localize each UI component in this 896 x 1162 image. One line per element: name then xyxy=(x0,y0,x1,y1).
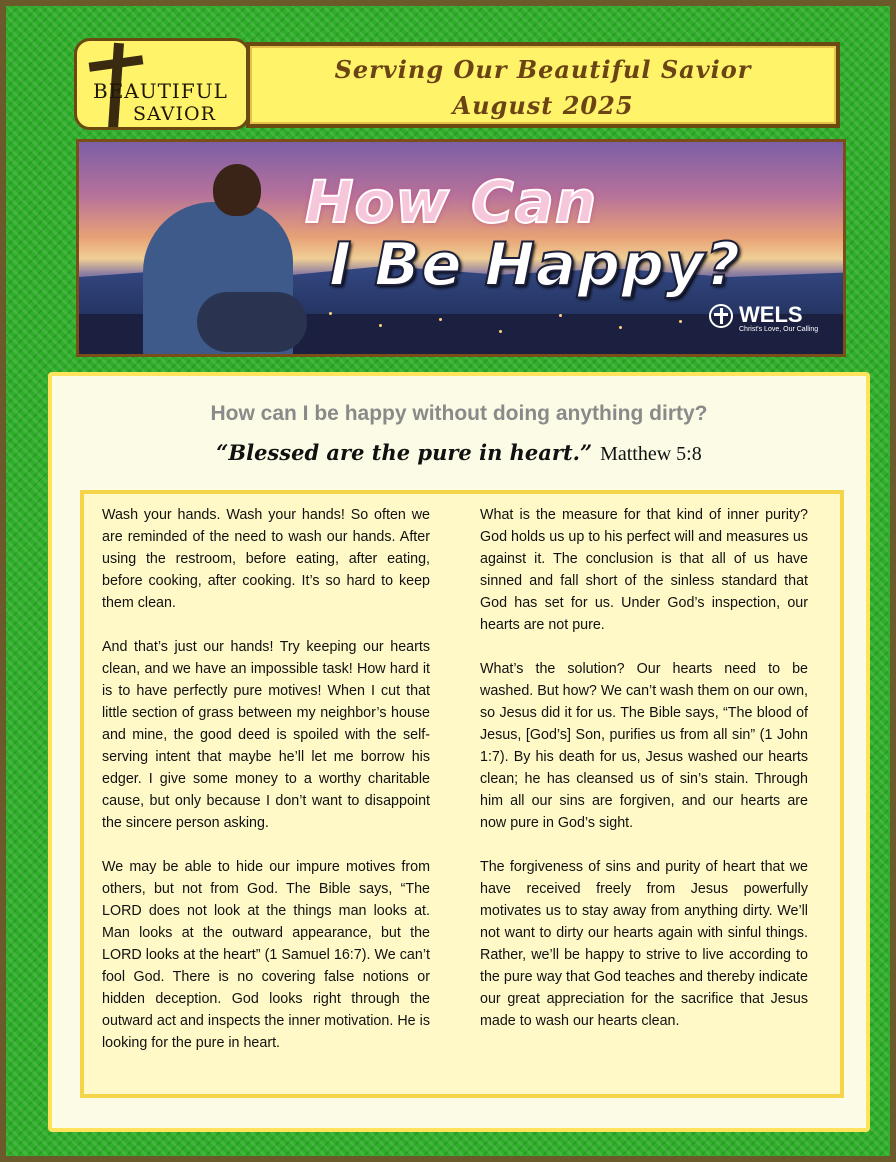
paragraph: What is the measure for that kind of inner purity? God holds us up to his perfect will and measures us against it. The conclusion is that all of us have sinned and fall short of the sinless standard that God has set for us. Under God’s inspection, our hearts are not pure. xyxy=(480,507,808,633)
banner-title-line2: I Be Happy? xyxy=(329,230,742,300)
paragraph: The forgiveness of sins and purity of heart that we have received freely from Jesus powerfully motivates us to stay away from anything dirty. We’ll not want to dirty our hearts again with sinful things. Rather, we’ll be happy to strive to live according to the pure way that God teaches and thereby indicate our great appreciation for the sacrifice that Jesus made to wash our hearts clean. xyxy=(480,859,808,1029)
city-light xyxy=(619,326,622,329)
newsletter-title: Serving Our Beautiful Savior xyxy=(334,55,752,84)
city-light xyxy=(559,314,562,317)
person-head xyxy=(213,164,261,216)
logo-text-savior: SAVIOR xyxy=(133,103,216,125)
paragraph: And that’s just our hands! Try keeping our hearts clean, and we have an impossible task! How hard it is to have perfectly pure motives! When I cut that little section of grass between my neighbor’s house and mine, the good deed is spoiled with the self-serving intent that maybe he’ll let me borrow his edger. I give some money to a worthy charitable cause, but only because I don’t want to disappoint the sincere person asking. xyxy=(102,639,430,831)
newsletter-date: August 2025 xyxy=(452,91,634,120)
paragraph: What’s the solution? Our hearts need to be washed. But how? We can’t wash them on our own, so Jesus did it for us. The Bible says, “The blood of Jesus, [God’s] Son, purifies us from all sin” (1 John 1:7). By his death for us, Jesus washed our hearts clean; he has cleansed us of sin’s stain. Through him all our sins are forgiven, and our hearts are now pure in God’s sight. xyxy=(480,661,808,831)
article-headline: How can I be happy without doing anything dirty? xyxy=(210,402,708,425)
city-light xyxy=(329,312,332,315)
person-legs xyxy=(197,292,307,352)
verse-quote: “Blessed are the pure in heart.” xyxy=(216,440,593,465)
verse-reference: Matthew 5:8 xyxy=(600,443,702,465)
paragraph: Wash your hands. Wash your hands! So often we are reminded of the need to wash our hands. After using the restroom, before eating, after eating, before cooking, after cooking. It’s so hard to keep them clean. xyxy=(102,507,430,611)
city-light xyxy=(379,324,382,327)
wels-cross-icon xyxy=(709,304,733,328)
city-light xyxy=(679,320,682,323)
church-logo xyxy=(74,38,250,130)
wels-brand: WELS xyxy=(739,302,803,327)
city-light xyxy=(439,318,442,321)
article-body xyxy=(80,490,844,1098)
newsletter-title-box xyxy=(246,42,840,128)
article-column-left xyxy=(102,504,430,1076)
logo-text-beautiful: BEAUTIFUL xyxy=(93,79,228,103)
paragraph: We may be able to hide our impure motives from others, but not from God. The Bible says, “The LORD does not look at the things man looks at. Man looks at the outward appearance, but the LORD looks at the heart” (1 Samuel 16:7). We can’t fool God. There is no covering false notions or hidden deception. God looks right through the outward act and inspects the inner motivation. He is looking for the pure in heart. xyxy=(102,859,430,1051)
city-light xyxy=(499,330,502,333)
content-panel xyxy=(48,372,870,1132)
verse xyxy=(52,440,866,466)
article-column-right xyxy=(480,504,808,1054)
wels-tagline: Christ's Love, Our Calling xyxy=(739,326,819,333)
hero-banner xyxy=(76,139,846,357)
banner-title-line1: How Can xyxy=(305,168,598,236)
